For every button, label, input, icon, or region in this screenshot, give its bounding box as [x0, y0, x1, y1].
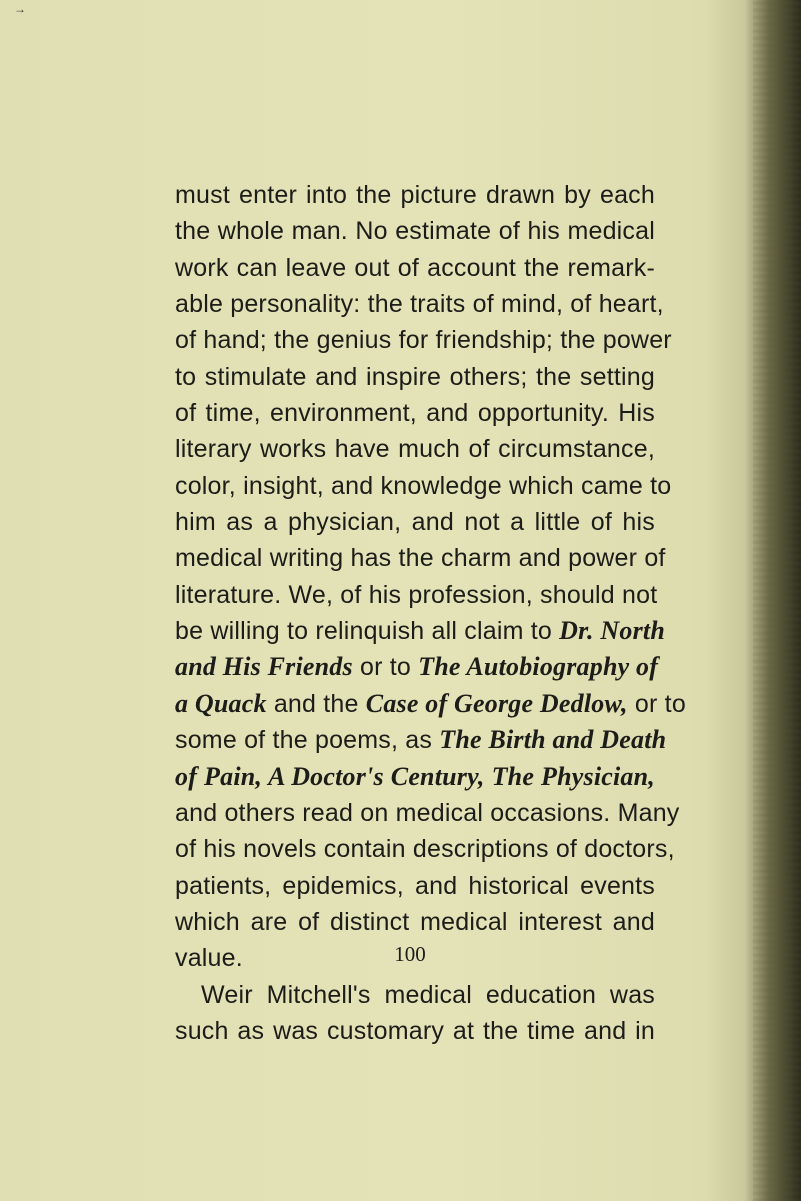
italic-title: and His Friends: [175, 652, 353, 682]
text-run: and the: [266, 689, 366, 718]
page-number: 100: [394, 942, 426, 966]
text-line: such as was customary at the time and in: [175, 1016, 655, 1045]
body-text: [175, 177, 686, 1049]
text-line: and others read on medical occasions. Many: [175, 798, 680, 827]
text-line: able personality: the traits of mind, of heart,: [175, 290, 664, 319]
text-run: some of the poems, as: [175, 726, 440, 755]
text-line: [175, 613, 666, 649]
text-line: [175, 722, 667, 758]
text-line: him as a physician, and not a little of his: [175, 508, 655, 537]
text-line: medical writing has the charm and power of: [175, 544, 666, 573]
text-line: color, insight, and knowledge which came to: [175, 471, 672, 500]
text-line: which are of distinct medical interest and: [175, 907, 655, 936]
corner-mark: →: [14, 2, 26, 16]
text-line: the whole man. No estimate of his medical: [175, 217, 655, 246]
text-line: of time, environment, and opportunity. His: [175, 399, 655, 428]
text-run: be willing to relinquish all claim to: [175, 617, 560, 646]
text-line: literary works have much of circumstance,: [175, 435, 655, 464]
text-line: literature. We, of his profession, should not: [175, 580, 658, 609]
page-edge-shadow: [753, 0, 801, 1201]
text-run: or to: [627, 689, 686, 718]
italic-title: a Quack: [175, 688, 267, 718]
text-line: work can leave out of account the remark-: [175, 253, 655, 282]
text-line: to stimulate and inspire others; the setting: [175, 362, 655, 391]
text-line: Weir Mitchell's medical education was: [201, 980, 655, 1009]
text-line: [175, 649, 659, 685]
text-line: value.: [175, 944, 243, 973]
italic-title: The Autobiography of: [418, 652, 659, 682]
text-line: of hand; the genius for friendship; the power: [175, 326, 672, 355]
text-run: or to: [352, 653, 419, 682]
text-line: of his novels contain descriptions of doctors,: [175, 835, 675, 864]
text-line: [175, 759, 655, 795]
italic-title: Dr. North: [559, 616, 666, 646]
text-line: must enter into the picture drawn by each: [175, 181, 655, 209]
italic-title: Case of George Dedlow,: [365, 688, 628, 718]
text-line: patients, epidemics, and historical events: [175, 871, 655, 900]
italic-title: of Pain, A Doctor's Century, The Physician,: [175, 761, 655, 791]
italic-title: The Birth and Death: [439, 725, 667, 755]
text-line: [175, 686, 686, 722]
